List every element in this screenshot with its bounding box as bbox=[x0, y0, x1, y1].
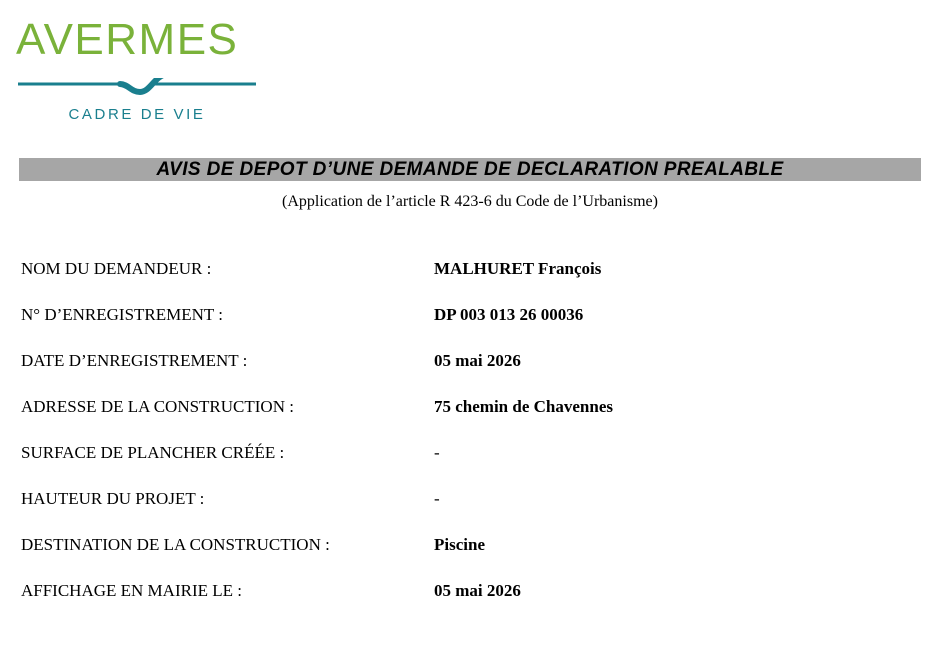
field-label: AFFICHAGE EN MAIRIE LE : bbox=[21, 581, 242, 600]
field-label: ADRESSE DE LA CONSTRUCTION : bbox=[21, 397, 294, 416]
field-value: 05 mai 2026 bbox=[434, 351, 521, 370]
field-row-project-height bbox=[21, 487, 901, 533]
field-label: NOM DU DEMANDEUR : bbox=[21, 259, 212, 278]
logo-tagline: CADRE DE VIE bbox=[68, 106, 206, 123]
field-label: N° D’ENREGISTREMENT : bbox=[21, 305, 223, 324]
field-row-floor-area bbox=[21, 441, 901, 487]
notice-title: AVIS DE DEPOT D’UNE DEMANDE DE DECLARATION PREALABLE bbox=[19, 158, 921, 181]
field-label: HAUTEUR DU PROJET : bbox=[21, 489, 205, 508]
field-row-town-hall-posting bbox=[21, 579, 901, 625]
field-value: MALHURET François bbox=[434, 259, 602, 278]
field-row-applicant-name bbox=[21, 257, 901, 303]
logo-wordmark: AVERMES bbox=[16, 15, 239, 64]
field-value: 75 chemin de Chavennes bbox=[434, 397, 613, 416]
field-value: - bbox=[434, 489, 440, 508]
field-value: 05 mai 2026 bbox=[434, 581, 521, 600]
field-label: DATE D’ENREGISTREMENT : bbox=[21, 351, 248, 370]
field-label: DESTINATION DE LA CONSTRUCTION : bbox=[21, 535, 330, 554]
field-value: DP 003 013 26 00036 bbox=[434, 305, 584, 324]
field-row-registration-date bbox=[21, 349, 901, 395]
field-label: SURFACE DE PLANCHER CRÉÉE : bbox=[21, 443, 285, 462]
notice-subtitle: (Application de l’article R 423-6 du Code de l’Urbanisme) bbox=[282, 193, 658, 210]
field-row-construction-address bbox=[21, 395, 901, 441]
field-row-registration-number bbox=[21, 303, 901, 349]
notice-fields bbox=[21, 257, 901, 625]
field-value: - bbox=[434, 443, 440, 462]
avermes-logo bbox=[16, 14, 258, 126]
field-row-construction-purpose bbox=[21, 533, 901, 579]
field-value: Piscine bbox=[434, 535, 485, 554]
